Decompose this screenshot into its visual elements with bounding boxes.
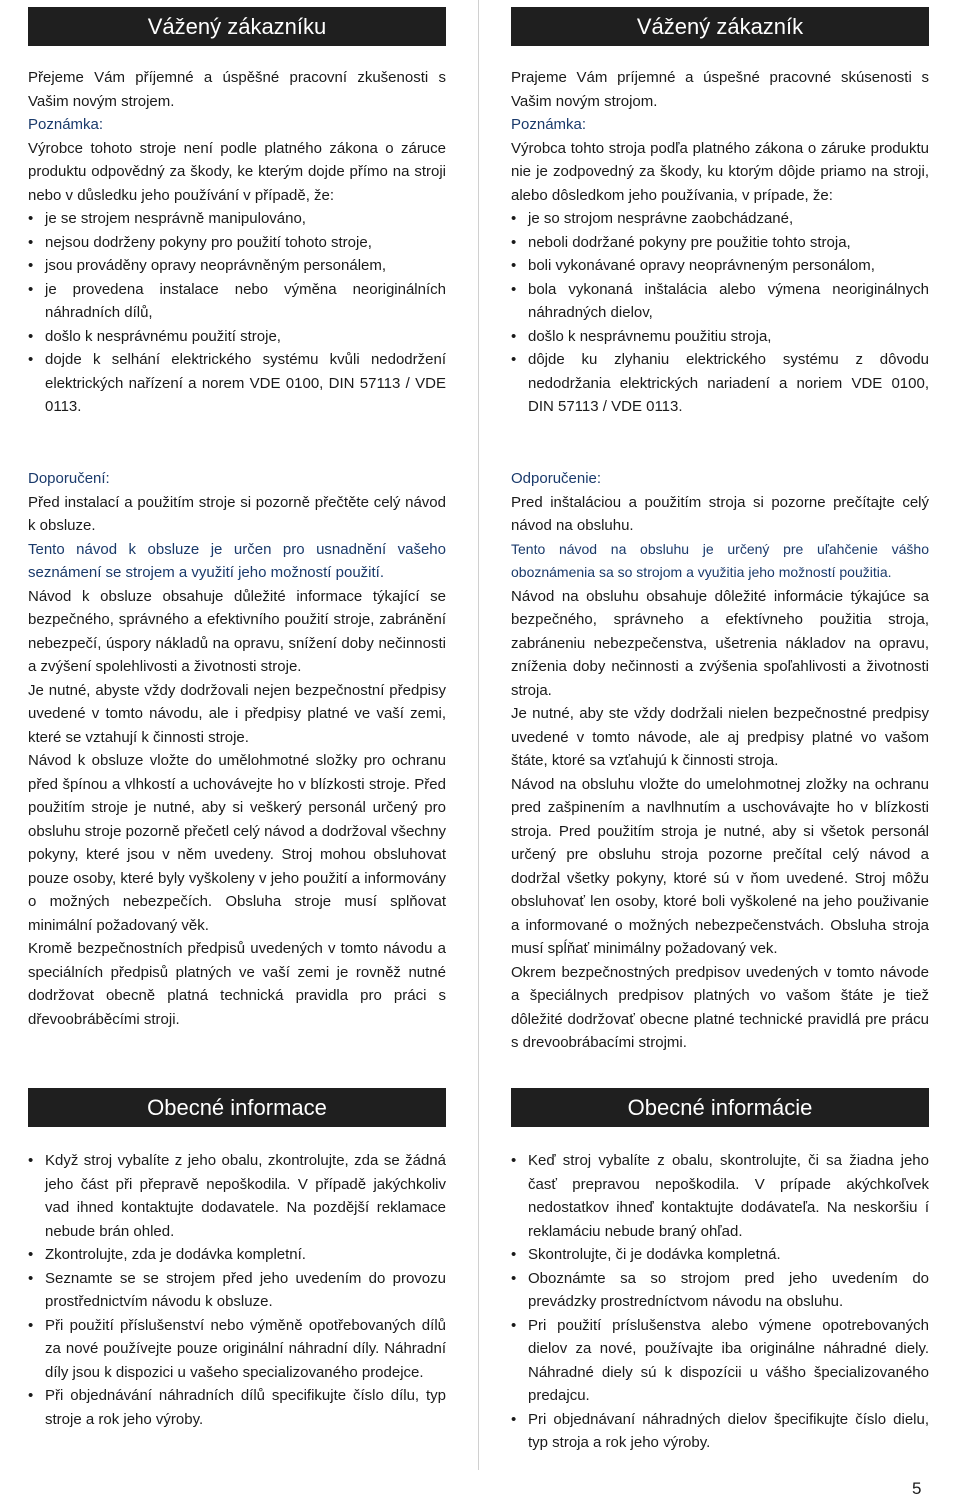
- title-bar-general-info: Obecné informace: [28, 1088, 446, 1127]
- list-item: • Pri objednávaní náhradných dielov špecifikujte číslo dielu, typ stroja a rok jeho výroby.: [511, 1408, 929, 1455]
- list-item: • neboli dodržané pokyny pre použitie tohto stroja,: [511, 231, 929, 255]
- note-heading: Poznámka:: [28, 116, 104, 133]
- recommendation-paragraph: Je nutné, abyste vždy dodržovali nejen bezpečnostní předpisy uvedené v tomto návodu, ale i předpisy platné ve vaší zemi, které se vztahují k činnosti stroje.: [28, 681, 446, 746]
- list-item: • došlo k nesprávnému použití stroje,: [28, 325, 446, 349]
- recommendation-paragraph: Tento návod k obsluze je určen pro usnadnění vašeho seznámení se strojem a využití jeho možností použití.: [28, 540, 446, 581]
- list-item: • Oboznámte sa so strojom pred jeho uvedením do prevádzky prostredníctvom návodu na obsluhu.: [511, 1267, 929, 1314]
- note-heading: Poznámka:: [511, 116, 587, 133]
- section-intro: [28, 66, 446, 419]
- recommendation-paragraph: Okrem bezpečnostných predpisov uvedených v tomto návode a špeciálnych predpisov platných vo vašom štáte je tiež dôležité dodržovať obecne platné technické pravidlá pre prácu s drevoobrábacími strojmi.: [511, 963, 929, 1051]
- title-bar-dear-customer: Vážený zákazník: [511, 7, 929, 46]
- list-item: • je provedena instalace nebo výměna neoriginálních náhradních dílů,: [28, 278, 446, 325]
- list-item: • je so strojom nesprávne zaobchádzané,: [511, 207, 929, 231]
- list-item: • Při použití příslušenství nebo výměně opotřebovaných dílů za nové používejte pouze originální náhradní díly. Náhradní díly jsou k dispozici u vašeho specializovaného prodejce.: [28, 1314, 446, 1385]
- recommendation-paragraph: Je nutné, aby ste vždy dodržali nielen bezpečnostné predpisy uvedené v tomto návode, ale aj predpisy platné vo vašom štáte, ktoré sa vzťahujú k činnosti stroja.: [511, 705, 929, 769]
- recommendation-paragraph: Návod na obsluhu obsahuje dôležité informácie týkajúce sa bezpečného, správneho a efektívneho použitia stroja, zabráneniu nebezpečenstva, ušetrenia nákladov na opravu, zníženia doby nečinnosti a zvýšenia spoľahlivosti a životnosti stroja.: [511, 587, 929, 699]
- list-item: • Pri použití príslušenstva alebo výmene opotrebovaných dielov za nové, používajte iba originálne náhradné diely. Náhradné diely sú k dispozícii u vášho špecializovaného predajcu.: [511, 1314, 929, 1408]
- general-list: [511, 1149, 929, 1455]
- section-recommendation: [511, 467, 929, 1055]
- list-item: • Zkontrolujte, zda je dodávka kompletní.: [28, 1243, 446, 1267]
- list-item: • boli vykonávané opravy neoprávneným personálom,: [511, 254, 929, 278]
- note-list: [511, 207, 929, 419]
- list-item: • Keď stroj vybalíte z obalu, skontrolujte, či sa žiadna jeho časť prepravou nepoškodila. V prípade akýchkoľvek nedostatkov ihneď kontaktujte dodávateľa. Na neskoršiu í reklamáciu nebude braný ohľad.: [511, 1149, 929, 1243]
- recommendation-paragraph: Pred inštaláciou a použitím stroja si pozorne prečítajte celý návod na obsluhu.: [511, 493, 929, 534]
- title-bar-general-info: Obecné informácie: [511, 1088, 929, 1127]
- list-item: • došlo k nesprávnemu použitiu stroja,: [511, 325, 929, 349]
- section-general: [28, 1149, 446, 1431]
- column-divider: [478, 0, 479, 1470]
- general-list: [28, 1149, 446, 1431]
- list-item: • dôjde ku zlyhaniu elektrického systému z dôvodu nedodržania elektrických nariadení a noriem VDE 0100, DIN 57113 / VDE 0113.: [511, 348, 929, 419]
- list-item: • je se strojem nesprávně manipulováno,: [28, 207, 446, 231]
- list-item: • jsou prováděny opravy neoprávněným personálem,: [28, 254, 446, 278]
- list-item: • nejsou dodrženy pokyny pro použití tohoto stroje,: [28, 231, 446, 255]
- note-text: Výrobca tohto stroja podľa platného zákona o záruke produktu nie je zodpovedný za škody, ku ktorým dôjde priamo na stroji, alebo dôsledkom jeho používania, v prípade, že:: [511, 139, 929, 204]
- list-item: • bola vykonaná inštalácia alebo výmena neoriginálnych náhradných dielov,: [511, 278, 929, 325]
- section-intro: [511, 66, 929, 419]
- section-recommendation: [28, 467, 446, 1031]
- list-item: • Seznamte se se strojem před jeho uvedením do provozu prostřednictvím návodu k obsluze.: [28, 1267, 446, 1314]
- recommendation-paragraph: Tento návod na obsluhu je určený pre uľahčenie vášho oboznámenia sa so strojom a využitia jeho možností použitia.: [511, 540, 929, 580]
- recommendation-paragraph: Kromě bezpečnostních předpisů uvedených v tomto návodu a speciálních předpisů platných ve vaší zemi je rovněž nutné dodržovat obecně platná technická pravidla pro práci s dřevoobráběcími stroji.: [28, 940, 446, 1028]
- recommendation-paragraph: Návod k obsluze vložte do umělohmotné složky pro ochranu před špínou a vlhkostí a uchovávejte ho v blízkosti stroje. Před použitím stroje je nutné, aby si veškerý personál určený pro obsluhu stroje pozorně přečetl celý návod a dodržoval všechny pokyny, které jsou v něm uvedeny. Stroj mohou obsluhovat pouze osoby, které byly vyškoleny v jeho použití a informovány o možných nebezpečích. Obsluha stroje musí splňovat minimální požadovaný věk.: [28, 752, 446, 934]
- list-item: • Když stroj vybalíte z jeho obalu, zkontrolujte, zda se žádná jeho část při přepravě nepoškodila. V případě jakýchkoliv vad ihned kontaktujte dodavatele. Na pozdější reklamace nebude brán ohled.: [28, 1149, 446, 1243]
- title-bar-dear-customer: Vážený zákazníku: [28, 7, 446, 46]
- recommendation-heading: Odporučenie:: [511, 470, 602, 487]
- list-item: • Při objednávání náhradních dílů specifikujte číslo dílu, typ stroje a rok jeho výroby.: [28, 1384, 446, 1431]
- recommendation-paragraph: Před instalací a použitím stroje si pozorně přečtěte celý návod k obsluze.: [28, 493, 446, 534]
- note-list: [28, 207, 446, 419]
- note-text: Výrobce tohoto stroje není podle platného zákona o záruce produktu odpovědný za škody, ke kterým dojde přímo na stroji nebo v důsledku jeho používání v případě, že:: [28, 139, 446, 204]
- intro-text: Přejeme Vám příjemné a úspěšné pracovní zkušenosti s Vašim novým strojem.: [28, 69, 446, 110]
- list-item: • dojde k selhání elektrického systému kvůli nedodržení elektrických nařízení a norem VDE 0100, DIN 57113 / VDE 0113.: [28, 348, 446, 419]
- recommendation-paragraph: Návod na obsluhu vložte do umelohmotnej zložky na ochranu pred zašpinením a navlhnutím a uschovávajte ho v blízkosti stroja. Pred použitím stroja je nutné, aby si všetok personál určený pre obsluhu stroja pozorne prečítal celý návod a dodržal všetky pokyny, ktoré sú v ňom uvedené. Stroj môžu obsluhovať len osoby, ktoré boli vyškolené na jeho použivanie a informované o možných nebezpečenstvách. Obsluha stroja musí spĺňať minimálny požadovaný vek.: [511, 775, 929, 957]
- list-item: • Skontrolujte, či je dodávka kompletná.: [511, 1243, 929, 1267]
- section-general: [511, 1149, 929, 1455]
- recommendation-heading: Doporučení:: [28, 470, 110, 487]
- recommendation-paragraph: Návod k obsluze obsahuje důležité informace týkající se bezpečného, správného a efektivního použití stroje, zabránění nebezpečí, úspory nákladů na opravu, snížení doby nečinnosti a zvýšení spolehlivosti a životnosti stroje.: [28, 587, 446, 675]
- column-czech: [28, 7, 446, 1428]
- page-number: 5: [912, 1479, 922, 1498]
- intro-text: Prajeme Vám príjemné a úspešné pracovné skúsenosti s Vašim novým strojom.: [511, 69, 929, 110]
- column-slovak: [511, 7, 929, 1451]
